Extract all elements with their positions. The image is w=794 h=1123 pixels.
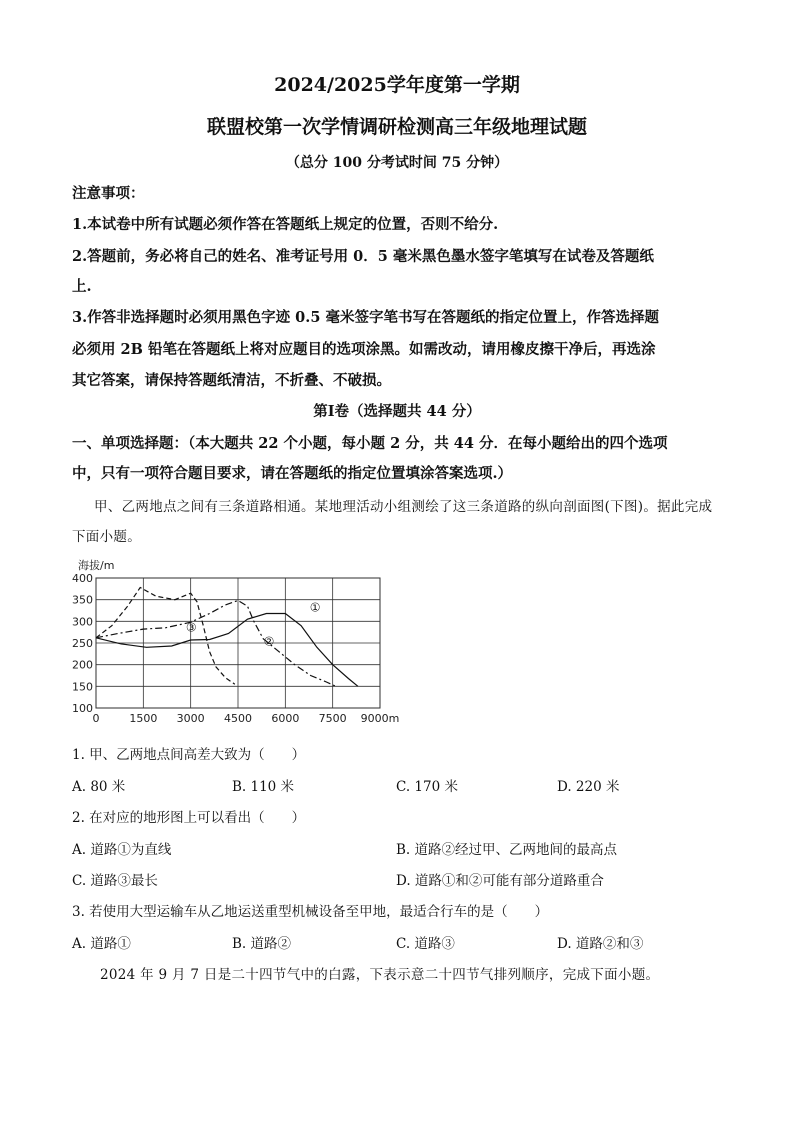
notice-heading: 注意事项： xyxy=(72,185,145,202)
series-label: ③ xyxy=(185,620,197,635)
exam-title: 联盟校第一次学情调研检测高三年级地理试题 xyxy=(206,116,587,138)
y-tick-label: 100 xyxy=(72,702,93,715)
question-1-stem: 1. 甲、乙两地点间高差大致为（ ） xyxy=(72,747,306,763)
passage-2: 2024 年 9 月 7 日是二十四节气中的白露，下表示意二十四节气排列顺序，完成下面小题。 xyxy=(100,967,660,983)
question-3-stem: 3. 若使用大型运输车从乙地运送重型机械设备至甲地，最适合行车的是（ ） xyxy=(72,904,549,920)
series-label: ① xyxy=(309,600,321,615)
question-3-option-d[interactable]: D. 道路②和③ xyxy=(557,936,644,952)
question-2-option-a[interactable]: A. 道路①为直线 xyxy=(72,842,172,858)
y-tick-label: 300 xyxy=(72,615,93,629)
question-2-option-d[interactable]: D. 道路①和②可能有部分道路重合 xyxy=(396,873,604,889)
x-tick-label: 1500 xyxy=(129,712,158,725)
section-title: 第Ⅰ卷（选择题共 44 分） xyxy=(313,403,481,420)
y-tick-label: 200 xyxy=(72,658,93,672)
question-2-option-c[interactable]: C. 道路③最长 xyxy=(72,873,158,889)
series-line xyxy=(96,588,235,685)
exam-year-title: 2024/2025学年度第一学期 xyxy=(274,74,520,96)
x-tick-label: 7500 xyxy=(318,712,347,725)
question-3-option-c[interactable]: C. 道路③ xyxy=(396,936,455,952)
question-2-option-b[interactable]: B. 道路②经过甲、乙两地间的最高点 xyxy=(396,842,618,858)
x-tick-label: 3000 xyxy=(176,712,205,725)
x-tick-label: 0 xyxy=(92,712,100,725)
question-1-option-c[interactable]: C. 170 米 xyxy=(396,779,458,795)
notice-item-3-cont1: 必须用 2B 铅笔在答题纸上将对应题目的选项涂黑。如需改动，请用橡皮擦干净后，再选涂 xyxy=(72,341,656,358)
question-1-option-a[interactable]: A. 80 米 xyxy=(72,779,126,795)
y-tick-label: 350 xyxy=(72,593,93,607)
passage-1-cont: 下面小题。 xyxy=(72,529,141,545)
notice-item-1: 1.本试卷中所有试题必须作答在答题纸上规定的位置，否则不给分. xyxy=(72,216,499,233)
notice-item-2-cont: 上. xyxy=(72,278,92,295)
section-instructions-cont: 中，只有一项符合题目要求，请在答题纸的指定位置填涂答案选项.） xyxy=(72,465,513,482)
series-line xyxy=(96,601,336,687)
question-2-stem: 2. 在对应的地形图上可以看出（ ） xyxy=(72,810,306,826)
y-tick-label: 250 xyxy=(72,637,93,650)
question-1-option-d[interactable]: D. 220 米 xyxy=(557,779,620,795)
y-tick-label: 150 xyxy=(72,680,93,694)
x-tick-label: 9000m xyxy=(360,712,400,725)
x-tick-label: 4500 xyxy=(224,712,252,725)
exam-subtitle: （总分 100 分考试时间 75 分钟） xyxy=(285,155,509,171)
series-line xyxy=(96,614,358,687)
notice-item-3: 3.作答非选择题时必须用黑色字迹 0.5 毫米签字笔书写在答题纸的指定位置上，作答选择题 xyxy=(72,309,659,326)
series-label: ② xyxy=(263,634,275,649)
x-tick-label: 6000 xyxy=(271,712,300,725)
section-instructions: 一、单项选择题：（本大题共 22 个小题，每小题 2 分，共 44 分．在每小题给出的四个选项 xyxy=(72,435,668,452)
elevation-profile-chart xyxy=(70,555,410,725)
question-3-option-b[interactable]: B. 道路② xyxy=(232,936,292,952)
y-axis-label: 海拔/m xyxy=(78,559,115,572)
question-3-option-a[interactable]: A. 道路① xyxy=(72,936,131,952)
y-tick-label: 400 xyxy=(72,572,93,585)
notice-item-2: 2.答题前，务必将自己的姓名、准考证号用 0．5 毫米黑色墨水签字笔填写在试卷及答题纸 xyxy=(72,248,654,265)
notice-item-3-cont2: 其它答案，请保持答题纸清洁，不折叠、不破损。 xyxy=(72,372,391,389)
passage-1: 甲、乙两地点之间有三条道路相通。某地理活动小组测绘了这三条道路的纵向剖面图(下图)。据此完成 xyxy=(94,499,713,515)
question-1-option-b[interactable]: B. 110 米 xyxy=(232,779,295,795)
